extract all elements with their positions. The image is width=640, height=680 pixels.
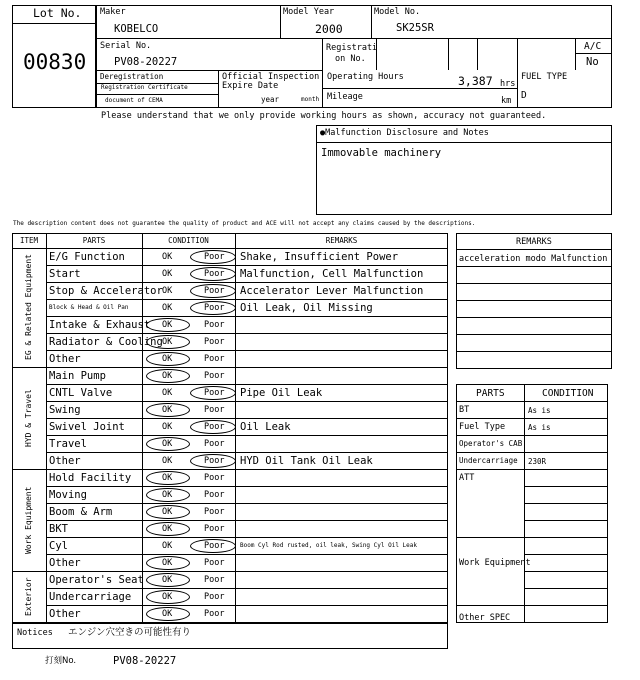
remark-text: Boom Cyl Rod rusted, oil leak, Swing Cyl Oil Leak bbox=[240, 542, 418, 549]
poor-option[interactable]: Poor bbox=[204, 507, 225, 517]
poor-option[interactable]: Poor bbox=[204, 439, 225, 449]
part-name: E/G Function bbox=[49, 251, 125, 263]
part-name: Swing bbox=[49, 404, 81, 416]
ok-option[interactable]: OK bbox=[162, 303, 173, 313]
month-label: month bbox=[301, 96, 320, 103]
part-name: Start bbox=[49, 268, 81, 280]
poor-option[interactable]: Poor bbox=[204, 524, 225, 534]
model-no-value: SK25SR bbox=[396, 22, 434, 34]
ok-option[interactable]: OK bbox=[162, 541, 173, 551]
malfunction-title: ●Malfunction Disclosure and Notes bbox=[320, 128, 489, 138]
other-spec-label: Other SPEC bbox=[459, 613, 511, 623]
poor-option[interactable]: Poor bbox=[204, 371, 225, 381]
ac-label: A/C bbox=[584, 41, 602, 52]
fuel-type-value: D bbox=[521, 90, 527, 101]
part-name: Hold Facility bbox=[49, 472, 132, 484]
remark-text: Malfunction, Cell Malfunction bbox=[240, 268, 424, 280]
ok-selected-circle bbox=[146, 335, 190, 349]
line bbox=[456, 537, 608, 538]
line bbox=[456, 401, 608, 402]
poor-selected-circle bbox=[190, 301, 236, 315]
model-year-label: Model Year bbox=[283, 7, 335, 17]
poor-option[interactable]: Poor bbox=[204, 592, 225, 602]
lot-number: 00830 bbox=[23, 50, 87, 74]
part-name: Swivel Joint bbox=[49, 421, 125, 433]
remarks-line bbox=[456, 249, 612, 250]
line bbox=[524, 571, 608, 572]
line bbox=[524, 503, 608, 504]
malfunction-box bbox=[316, 125, 612, 215]
ok-selected-circle bbox=[146, 352, 190, 366]
line bbox=[456, 605, 608, 606]
notices-text: エンジン穴空きの可能性有り bbox=[68, 627, 192, 638]
remarks-line bbox=[456, 283, 612, 284]
serial-label: Serial No. bbox=[100, 41, 152, 51]
ok-selected-circle bbox=[146, 607, 190, 621]
maker-label: Maker bbox=[100, 7, 126, 17]
ok-selected-circle bbox=[146, 505, 190, 519]
part-name: BKT bbox=[49, 523, 68, 535]
deregistration-label: Deregistration bbox=[100, 72, 164, 81]
poor-option[interactable]: Poor bbox=[204, 388, 225, 398]
remark-text: Accelerator Lever Malfunction bbox=[240, 285, 424, 297]
ok-selected-circle bbox=[146, 471, 190, 485]
line bbox=[456, 418, 608, 419]
part-name: Other bbox=[49, 608, 81, 620]
right-part-name: BT bbox=[459, 405, 470, 415]
ok-selected-circle bbox=[146, 318, 190, 332]
ok-option[interactable]: OK bbox=[162, 473, 173, 483]
ok-option[interactable]: OK bbox=[162, 575, 173, 585]
header-remarks: REMARKS bbox=[325, 236, 358, 245]
poor-option[interactable]: Poor bbox=[204, 286, 225, 296]
ok-option[interactable]: OK bbox=[162, 456, 173, 466]
poor-option[interactable]: Poor bbox=[204, 303, 225, 313]
group-label: HYD & Travel bbox=[24, 389, 33, 447]
ok-selected-circle bbox=[146, 573, 190, 587]
poor-selected-circle bbox=[190, 250, 236, 264]
work-equipment-label: Work Equipment bbox=[459, 558, 531, 568]
right-condition-header: CONDITION bbox=[542, 388, 594, 399]
serial-value: PV08-20227 bbox=[114, 56, 178, 68]
ok-option[interactable]: OK bbox=[162, 388, 173, 398]
ok-option[interactable]: OK bbox=[162, 490, 173, 500]
mileage-label: Mileage bbox=[327, 92, 363, 102]
poor-selected-circle bbox=[190, 284, 236, 298]
line bbox=[524, 486, 608, 487]
poor-option[interactable]: Poor bbox=[204, 473, 225, 483]
registration-label: Registrati bbox=[326, 43, 378, 53]
part-name: Intake & Exhaust bbox=[49, 319, 151, 331]
part-name: Operator's Seat bbox=[49, 574, 144, 586]
part-name: Other bbox=[49, 455, 81, 467]
part-name: Other bbox=[49, 353, 81, 365]
header-parts: PARTS bbox=[82, 236, 106, 245]
poor-option[interactable]: Poor bbox=[204, 269, 225, 279]
ok-option[interactable]: OK bbox=[162, 269, 173, 279]
header-item: ITEM bbox=[19, 236, 39, 245]
poor-option[interactable]: Poor bbox=[204, 490, 225, 500]
remark-text: Oil Leak bbox=[240, 421, 291, 433]
remarks-line bbox=[456, 334, 612, 335]
ok-option[interactable]: OK bbox=[162, 422, 173, 432]
right-parts-header: PARTS bbox=[476, 388, 505, 399]
right-part-name: Operator's CAB bbox=[459, 439, 523, 448]
ac-value: No bbox=[586, 56, 599, 68]
hours-notice: Please understand that we only provide working hours as shown, accuracy not guaranteed. bbox=[101, 111, 547, 121]
part-name: Moving bbox=[49, 489, 87, 501]
part-name: Other bbox=[49, 557, 81, 569]
poor-option[interactable]: Poor bbox=[204, 354, 225, 364]
poor-option[interactable]: Poor bbox=[204, 541, 225, 551]
group-label: Work Equipment bbox=[24, 486, 33, 554]
fuel-type-label: FUEL TYPE bbox=[521, 72, 568, 82]
right-remarks-first: acceleration modo Malfunction bbox=[459, 254, 608, 264]
ok-option[interactable]: OK bbox=[162, 286, 173, 296]
km-unit: km bbox=[501, 96, 512, 106]
poor-option[interactable]: Poor bbox=[204, 252, 225, 262]
remark-text: HYD Oil Tank Oil Leak bbox=[240, 455, 373, 467]
ok-selected-circle bbox=[146, 590, 190, 604]
malfunction-text: Immovable machinery bbox=[321, 147, 442, 159]
notices-label: Notices bbox=[17, 628, 53, 638]
part-name: CNTL Valve bbox=[49, 387, 113, 399]
poor-selected-circle bbox=[190, 420, 236, 434]
ok-option[interactable]: OK bbox=[162, 609, 173, 619]
registration-certificate-label: Registration Certificate bbox=[101, 84, 188, 91]
inspection-label-2: Expire Date bbox=[222, 81, 279, 91]
ok-option[interactable]: OK bbox=[162, 558, 173, 568]
right-part-condition: 230R bbox=[528, 457, 547, 466]
group-label: EG & Related Equipment bbox=[24, 254, 33, 361]
model-no-label: Model No. bbox=[374, 7, 421, 17]
disclaimer: The description content does not guarantee the quality of product and ACE will not accept any claims caused by the descriptions. bbox=[13, 220, 476, 227]
lot-label: Lot No. bbox=[33, 6, 82, 20]
ok-option[interactable]: OK bbox=[162, 405, 173, 415]
poor-option[interactable]: Poor bbox=[204, 575, 225, 585]
ok-option[interactable]: OK bbox=[162, 354, 173, 364]
line bbox=[524, 554, 608, 555]
year-label: year bbox=[261, 95, 280, 104]
registration-label-2: on No. bbox=[335, 54, 366, 64]
ok-selected-circle bbox=[146, 522, 190, 536]
group-label: Exterior bbox=[24, 577, 33, 616]
part-name: Travel bbox=[49, 438, 87, 450]
part-name: Radiator & Cooling bbox=[49, 336, 163, 348]
remark-text: Shake, Insufficient Power bbox=[240, 251, 399, 263]
remarks-line bbox=[456, 266, 612, 267]
ok-option[interactable]: OK bbox=[162, 252, 173, 262]
poor-option[interactable]: Poor bbox=[204, 456, 225, 466]
right-part-name: Fuel Type bbox=[459, 422, 506, 432]
remarks-line bbox=[456, 317, 612, 318]
right-part-name: Undercarriage bbox=[459, 456, 518, 465]
maker-value: KOBELCO bbox=[114, 23, 159, 35]
line bbox=[456, 435, 608, 436]
line bbox=[524, 588, 608, 589]
part-name: Cyl bbox=[49, 540, 68, 552]
ok-option[interactable]: OK bbox=[162, 371, 173, 381]
cema-label: document of CEMA bbox=[105, 97, 163, 104]
ok-option[interactable]: OK bbox=[162, 320, 173, 330]
ok-selected-circle bbox=[146, 403, 190, 417]
ok-selected-circle bbox=[146, 437, 190, 451]
remarks-line bbox=[456, 300, 612, 301]
line bbox=[456, 452, 608, 453]
part-name: Block & Head & Oil Pan bbox=[49, 304, 129, 311]
line bbox=[524, 520, 608, 521]
remark-text: Pipe Oil Leak bbox=[240, 387, 323, 399]
right-remarks-header: REMARKS bbox=[516, 237, 552, 247]
engrave-label: 打刻No. bbox=[45, 656, 77, 666]
ok-option[interactable]: OK bbox=[162, 507, 173, 517]
remark-text: Oil Leak, Oil Missing bbox=[240, 302, 373, 314]
ok-selected-circle bbox=[146, 556, 190, 570]
ok-selected-circle bbox=[146, 369, 190, 383]
poor-selected-circle bbox=[190, 386, 236, 400]
operating-hours-label: Operating Hours bbox=[327, 72, 404, 82]
ok-option[interactable]: OK bbox=[162, 524, 173, 534]
inspection-label: Official Inspection bbox=[222, 72, 320, 82]
poor-option[interactable]: Poor bbox=[204, 558, 225, 568]
poor-option[interactable]: Poor bbox=[204, 422, 225, 432]
poor-option[interactable]: Poor bbox=[204, 320, 225, 330]
part-name: Main Pump bbox=[49, 370, 106, 382]
poor-option[interactable]: Poor bbox=[204, 337, 225, 347]
poor-selected-circle bbox=[190, 267, 236, 281]
att-label: ATT bbox=[459, 473, 475, 483]
right-part-condition: As is bbox=[528, 406, 551, 415]
poor-option[interactable]: Poor bbox=[204, 405, 225, 415]
part-name: Stop & Accelerator bbox=[49, 285, 163, 297]
ok-option[interactable]: OK bbox=[162, 439, 173, 449]
part-name: Boom & Arm bbox=[49, 506, 113, 518]
ok-option[interactable]: OK bbox=[162, 592, 173, 602]
ok-option[interactable]: OK bbox=[162, 337, 173, 347]
model-year-value: 2000 bbox=[315, 22, 343, 36]
operating-hours-value: 3,387 bbox=[458, 74, 493, 88]
engrave-value: PV08-20227 bbox=[113, 655, 177, 667]
part-name: Undercarriage bbox=[49, 591, 132, 603]
header-condition: CONDITION bbox=[168, 236, 209, 245]
remarks-line bbox=[456, 351, 612, 352]
hrs-unit: hrs bbox=[500, 79, 516, 89]
right-part-condition: As is bbox=[528, 423, 551, 432]
poor-selected-circle bbox=[190, 454, 236, 468]
line bbox=[456, 469, 608, 470]
poor-selected-circle bbox=[190, 539, 236, 553]
ok-selected-circle bbox=[146, 488, 190, 502]
poor-option[interactable]: Poor bbox=[204, 609, 225, 619]
